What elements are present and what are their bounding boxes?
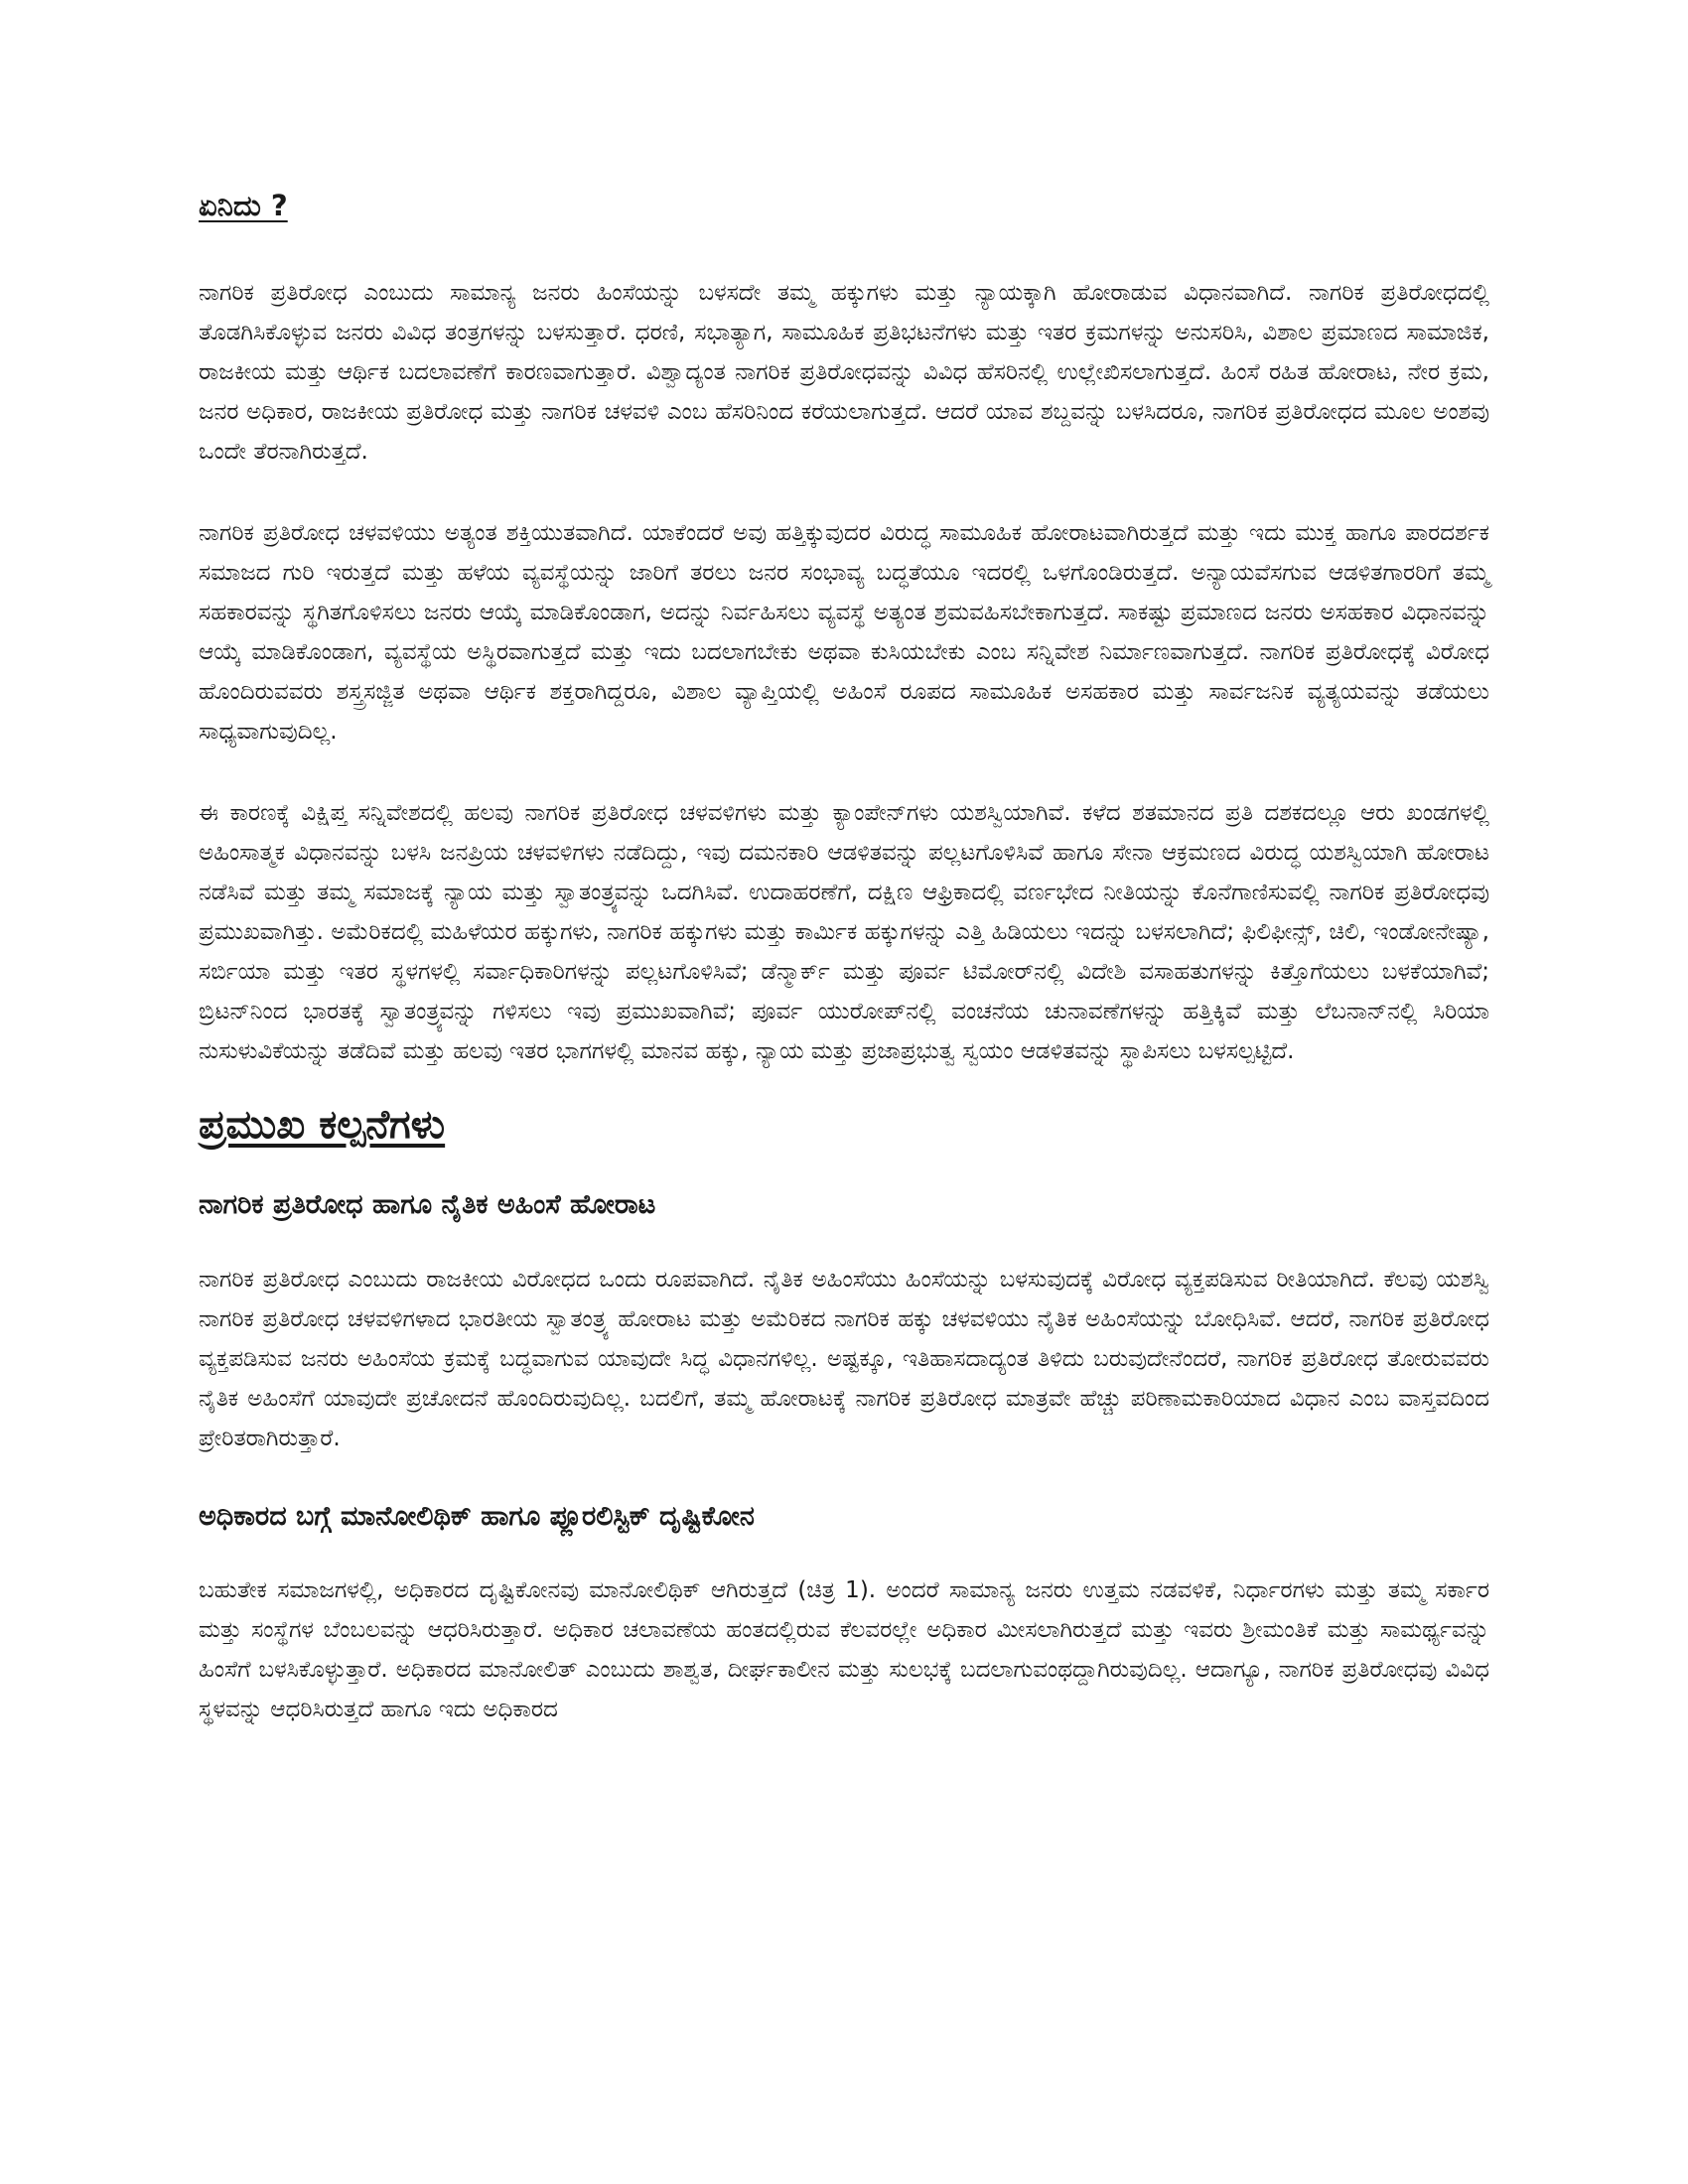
paragraph-power: ನಾಗರಿಕ ಪ್ರತಿರೋಧ ಚಳವಳಿಯು ಅತ್ಯಂತ ಶಕ್ತಿಯುತವಾಗಿದೆ. ಯಾಕೆಂದರೆ ಅವು ಹತ್ತಿಕ್ಕುವುದರ ವಿರುದ್ಧ ಸಾಮೂಹಿಕ ಹೋರಾಟವಾಗಿರುತ್ತದೆ ಮತ್ತು ಇದು ಮುಕ್ತ ಹಾಗೂ ಪಾರದರ್ಶಕ ಸಮಾಜದ ಗುರಿ ಇರುತ್ತದೆ ಮತ್ತು ಹಳೆಯ ವ್ಯವಸ್ಥೆಯನ್ನು ಜಾರಿಗೆ ತರಲು ಜನರ ಸಂಭಾವ್ಯ ಬದ್ಧತೆಯೂ ಇದರಲ್ಲಿ ಒಳಗೊಂಡಿರುತ್ತದೆ. ಅನ್ಯಾಯವೆಸಗುವ ಆಡಳಿತಗಾರರಿಗೆ ತಮ್ಮ ಸಹಕಾರವನ್ನು ಸ್ಥಗಿತಗೊಳಿಸಲು ಜನರು ಆಯ್ಕೆ ಮಾಡಿಕೊಂಡಾಗ, ಅದನ್ನು ನಿರ್ವಹಿಸಲು ವ್ಯವಸ್ಥೆ ಅತ್ಯಂತ ಶ್ರಮವಹಿಸಬೇಕಾಗುತ್ತದೆ. ಸಾಕಷ್ಟು ಪ್ರಮಾಣದ ಜನರು ಅಸಹಕಾರ ವಿಧಾನವನ್ನು ಆಯ್ಕೆ ಮಾಡಿಕೊಂಡಾಗ, ವ್ಯವಸ್ಥೆಯ ಅಸ್ಥಿರವಾಗುತ್ತದೆ ಮತ್ತು ಇದು ಬದಲಾಗಬೇಕು ಅಥವಾ ಕುಸಿಯಬೇಕು ಎಂಬ ಸನ್ನಿವೇಶ ನಿರ್ಮಾಣವಾಗುತ್ತದೆ. ನಾಗರಿಕ ಪ್ರತಿರೋಧಕ್ಕೆ ವಿರೋಧ ಹೊಂದಿರುವವರು ಶಸ್ತ್ರಸಜ್ಜಿತ ಅಥವಾ ಆರ್ಥಿಕ ಶಕ್ತರಾಗಿದ್ದರೂ, ವಿಶಾಲ ವ್ಯಾಪ್ತಿಯಲ್ಲಿ ಅಹಿಂಸೆ ರೂಪದ ಸಾಮೂಹಿಕ ಅಸಹಕಾರ ಮತ್ತು ಸಾರ್ವಜನಿಕ ವ್ಯತ್ಯಯವನ್ನು ತಡೆಯಲು ಸಾಧ್ಯವಾಗುವುದಿಲ್ಲ. — [199, 519, 1489, 745]
subheading-monolithic-pluralistic: ಅಧಿಕಾರದ ಬಗ್ಗೆ ಮಾನೋಲಿಥಿಕ್ ಹಾಗೂ ಪ್ಲೂರಲಿಸ್ಟಿಕ್ ದೃಷ್ಟಿಕೋನ — [199, 1500, 755, 1532]
paragraph-intro: ನಾಗರಿಕ ಪ್ರತಿರೋಧ ಎಂಬುದು ಸಾಮಾನ್ಯ ಜನರು ಹಿಂಸೆಯನ್ನು ಬಳಸದೇ ತಮ್ಮ ಹಕ್ಕುಗಳು ಮತ್ತು ನ್ಯಾಯಕ್ಕಾಗಿ ಹೋರಾಡುವ ವಿಧಾನವಾಗಿದೆ. ನಾಗರಿಕ ಪ್ರತಿರೋಧದಲ್ಲಿ ತೊಡಗಿಸಿಕೊಳ್ಳುವ ಜನರು ವಿವಿಧ ತಂತ್ರಗಳನ್ನು ಬಳಸುತ್ತಾರೆ. ಧರಣಿ, ಸಭಾತ್ಯಾಗ, ಸಾಮೂಹಿಕ ಪ್ರತಿಭಟನೆಗಳು ಮತ್ತು ಇತರ ಕ್ರಮಗಳನ್ನು ಅನುಸರಿಸಿ, ವಿಶಾಲ ಪ್ರಮಾಣದ ಸಾಮಾಜಿಕ, ರಾಜಕೀಯ ಮತ್ತು ಆರ್ಥಿಕ ಬದಲಾವಣೆಗೆ ಕಾರಣವಾಗುತ್ತಾರೆ. ವಿಶ್ವಾದ್ಯಂತ ನಾಗರಿಕ ಪ್ರತಿರೋಧವನ್ನು ವಿವಿಧ ಹೆಸರಿನಲ್ಲಿ ಉಲ್ಲೇಖಿಸಲಾಗುತ್ತದೆ. ಹಿಂಸೆ ರಹಿತ ಹೋರಾಟ, ನೇರ ಕ್ರಮ, ಜನರ ಅಧಿಕಾರ, ರಾಜಕೀಯ ಪ್ರತಿರೋಧ ಮತ್ತು ನಾಗರಿಕ ಚಳವಳಿ ಎಂಬ ಹೆಸರಿನಿಂದ ಕರೆಯಲಾಗುತ್ತದೆ. ಆದರೆ ಯಾವ ಶಬ್ದವನ್ನು ಬಳಸಿದರೂ, ನಾಗರಿಕ ಪ್ರತಿರೋಧದ ಮೂಲ ಅಂಶವು ಒಂದೇ ತೆರನಾಗಿರುತ್ತದೆ. — [199, 279, 1489, 465]
section-heading-key-concepts: ಪ್ರಮುಖ ಕಲ್ಪನೆಗಳು — [199, 1101, 446, 1148]
subheading-civil-resistance-nonviolence: ನಾಗರಿಕ ಪ್ರತಿರೋಧ ಹಾಗೂ ನೈತಿಕ ಅಹಿಂಸೆ ಹೋರಾಟ — [199, 1188, 656, 1220]
document-page — [199, 189, 1489, 1729]
paragraph-civil-resistance-nonviolence: ನಾಗರಿಕ ಪ್ರತಿರೋಧ ಎಂಬುದು ರಾಜಕೀಯ ವಿರೋಧದ ಒಂದು ರೂಪವಾಗಿದೆ. ನೈತಿಕ ಅಹಿಂಸೆಯು ಹಿಂಸೆಯನ್ನು ಬಳಸುವುದಕ್ಕೆ ವಿರೋಧ ವ್ಯಕ್ತಪಡಿಸುವ ರೀತಿಯಾಗಿದೆ. ಕೆಲವು ಯಶಸ್ವಿ ನಾಗರಿಕ ಪ್ರತಿರೋಧ ಚಳವಳಿಗಳಾದ ಭಾರತೀಯ ಸ್ವಾತಂತ್ರ್ಯ ಹೋರಾಟ ಮತ್ತು ಅಮೆರಿಕದ ನಾಗರಿಕ ಹಕ್ಕು ಚಳವಳಿಯು ನೈತಿಕ ಅಹಿಂಸೆಯನ್ನು ಬೋಧಿಸಿವೆ. ಆದರೆ, ನಾಗರಿಕ ಪ್ರತಿರೋಧ ವ್ಯಕ್ತಪಡಿಸುವ ಜನರು ಅಹಿಂಸೆಯ ಕ್ರಮಕ್ಕೆ ಬದ್ಧವಾಗುವ ಯಾವುದೇ ಸಿದ್ಧ ವಿಧಾನಗಳಿಲ್ಲ. ಅಷ್ಟಕ್ಕೂ, ಇತಿಹಾಸದಾದ್ಯಂತ ತಿಳಿದು ಬರುವುದೇನೆಂದರೆ, ನಾಗರಿಕ ಪ್ರತಿರೋಧ ತೋರುವವರು ನೈತಿಕ ಅಹಿಂಸೆಗೆ ಯಾವುದೇ ಪ್ರಚೋದನೆ ಹೊಂದಿರುವುದಿಲ್ಲ. ಬದಲಿಗೆ, ತಮ್ಮ ಹೋರಾಟಕ್ಕೆ ನಾಗರಿಕ ಪ್ರತಿರೋಧ ಮಾತ್ರವೇ ಹೆಚ್ಚು ಪರಿಣಾಮಕಾರಿಯಾದ ವಿಧಾನ ಎಂಬ ವಾಸ್ತವದಿಂದ ಪ್ರೇರಿತರಾಗಿರುತ್ತಾರೆ. — [199, 1266, 1489, 1451]
paragraph-monolithic-pluralistic: ಬಹುತೇಕ ಸಮಾಜಗಳಲ್ಲಿ, ಅಧಿಕಾರದ ದೃಷ್ಟಿಕೋನವು ಮಾನೋಲಿಥಿಕ್ ಆಗಿರುತ್ತದೆ (ಚಿತ್ರ 1). ಅಂದರೆ ಸಾಮಾನ್ಯ ಜನರು ಉತ್ತಮ ನಡವಳಿಕೆ, ನಿರ್ಧಾರಗಳು ಮತ್ತು ತಮ್ಮ ಸರ್ಕಾರ ಮತ್ತು ಸಂಸ್ಥೆಗಳ ಬೆಂಬಲವನ್ನು ಆಧರಿಸಿರುತ್ತಾರೆ. ಅಧಿಕಾರ ಚಲಾವಣೆಯ ಹಂತದಲ್ಲಿರುವ ಕೆಲವರಲ್ಲೇ ಅಧಿಕಾರ ಮೀಸಲಾಗಿರುತ್ತದೆ ಮತ್ತು ಇವರು ಶ್ರೀಮಂತಿಕೆ ಮತ್ತು ಸಾಮರ್ಥ್ಯವನ್ನು ಹಿಂಸೆಗೆ ಬಳಸಿಕೊಳ್ಳುತ್ತಾರೆ. ಅಧಿಕಾರದ ಮಾನೋಲಿತ್ ಎಂಬುದು ಶಾಶ್ವತ, ದೀರ್ಘಕಾಲೀನ ಮತ್ತು ಸುಲಭಕ್ಕೆ ಬದಲಾಗುವಂಥದ್ದಾಗಿರುವುದಿಲ್ಲ. ಆದಾಗ್ಯೂ, ನಾಗರಿಕ ಪ್ರತಿರೋಧವು ವಿವಿಧ ಸ್ಥಳವನ್ನು ಆಧರಿಸಿರುತ್ತದೆ ಹಾಗೂ ಇದು ಅಧಿಕಾರದ — [199, 1577, 1489, 1723]
paragraph-examples: ಈ ಕಾರಣಕ್ಕೆ ವಿಕ್ಷಿಪ್ತ ಸನ್ನಿವೇಶದಲ್ಲಿ ಹಲವು ನಾಗರಿಕ ಪ್ರತಿರೋಧ ಚಳವಳಿಗಳು ಮತ್ತು ಕ್ಯಾಂಪೇನ್‌ಗಳು ಯಶಸ್ವಿಯಾಗಿವೆ. ಕಳೆದ ಶತಮಾನದ ಪ್ರತಿ ದಶಕದಲ್ಲೂ ಆರು ಖಂಡಗಳಲ್ಲಿ ಅಹಿಂಸಾತ್ಮಕ ವಿಧಾನವನ್ನು ಬಳಸಿ ಜನಪ್ರಿಯ ಚಳವಳಿಗಳು ನಡೆದಿದ್ದು, ಇವು ದಮನಕಾರಿ ಆಡಳಿತವನ್ನು ಪಲ್ಲಟಗೊಳಿಸಿವೆ ಹಾಗೂ ಸೇನಾ ಆಕ್ರಮಣದ ವಿರುದ್ಧ ಯಶಸ್ವಿಯಾಗಿ ಹೋರಾಟ ನಡೆಸಿವೆ ಮತ್ತು ತಮ್ಮ ಸಮಾಜಕ್ಕೆ ನ್ಯಾಯ ಮತ್ತು ಸ್ವಾತಂತ್ರ್ಯವನ್ನು ಒದಗಿಸಿವೆ. ಉದಾಹರಣೆಗೆ, ದಕ್ಷಿಣ ಆಫ್ರಿಕಾದಲ್ಲಿ ವರ್ಣಭೇದ ನೀತಿಯನ್ನು ಕೊನೆಗಾಣಿಸುವಲ್ಲಿ ನಾಗರಿಕ ಪ್ರತಿರೋಧವು ಪ್ರಮುಖವಾಗಿತ್ತು. ಅಮೆರಿಕದಲ್ಲಿ ಮಹಿಳೆಯರ ಹಕ್ಕುಗಳು, ನಾಗರಿಕ ಹಕ್ಕುಗಳು ಮತ್ತು ಕಾರ್ಮಿಕ ಹಕ್ಕುಗಳನ್ನು ಎತ್ತಿ ಹಿಡಿಯಲು ಇದನ್ನು ಬಳಸಲಾಗಿದೆ; ಫಿಲಿಫೀನ್ಸ್, ಚಿಲಿ, ಇಂಡೋನೇಷ್ಯಾ, ಸರ್ಬಿಯಾ ಮತ್ತು ಇತರ ಸ್ಥಳಗಳಲ್ಲಿ ಸರ್ವಾಧಿಕಾರಿಗಳನ್ನು ಪಲ್ಲಟಗೊಳಿಸಿವೆ; ಡೆನ್ಮಾರ್ಕ್ ಮತ್ತು ಪೂರ್ವ ಟಿಮೋರ್‌ನಲ್ಲಿ ವಿದೇಶಿ ವಸಾಹತುಗಳನ್ನು ಕಿತ್ತೊಗೆಯಲು ಬಳಕೆಯಾಗಿವೆ; ಬ್ರಿಟನ್‌ನಿಂದ ಭಾರತಕ್ಕೆ ಸ್ವಾತಂತ್ರ್ಯವನ್ನು ಗಳಿಸಲು ಇವು ಪ್ರಮುಖವಾಗಿವೆ; ಪೂರ್ವ ಯುರೋಪ್‌ನಲ್ಲಿ ವಂಚನೆಯ ಚುನಾವಣೆಗಳನ್ನು ಹತ್ತಿಕ್ಕಿವೆ ಮತ್ತು ಲೆಬನಾನ್‌ನಲ್ಲಿ ಸಿರಿಯಾ ನುಸುಳುವಿಕೆಯನ್ನು ತಡೆದಿವೆ ಮತ್ತು ಹಲವು ಇತರ ಭಾಗಗಳಲ್ಲಿ ಮಾನವ ಹಕ್ಕು, ನ್ಯಾಯ ಮತ್ತು ಪ್ರಜಾಪ್ರಭುತ್ವ ಸ್ವಯಂ ಆಡಳಿತವನ್ನು ಸ್ಥಾಪಿಸಲು ಬಳಸಲ್ಪಟ್ಟಿದೆ. — [199, 799, 1489, 1064]
section-heading-what-is-it: ಏನಿದು ? — [199, 189, 288, 222]
